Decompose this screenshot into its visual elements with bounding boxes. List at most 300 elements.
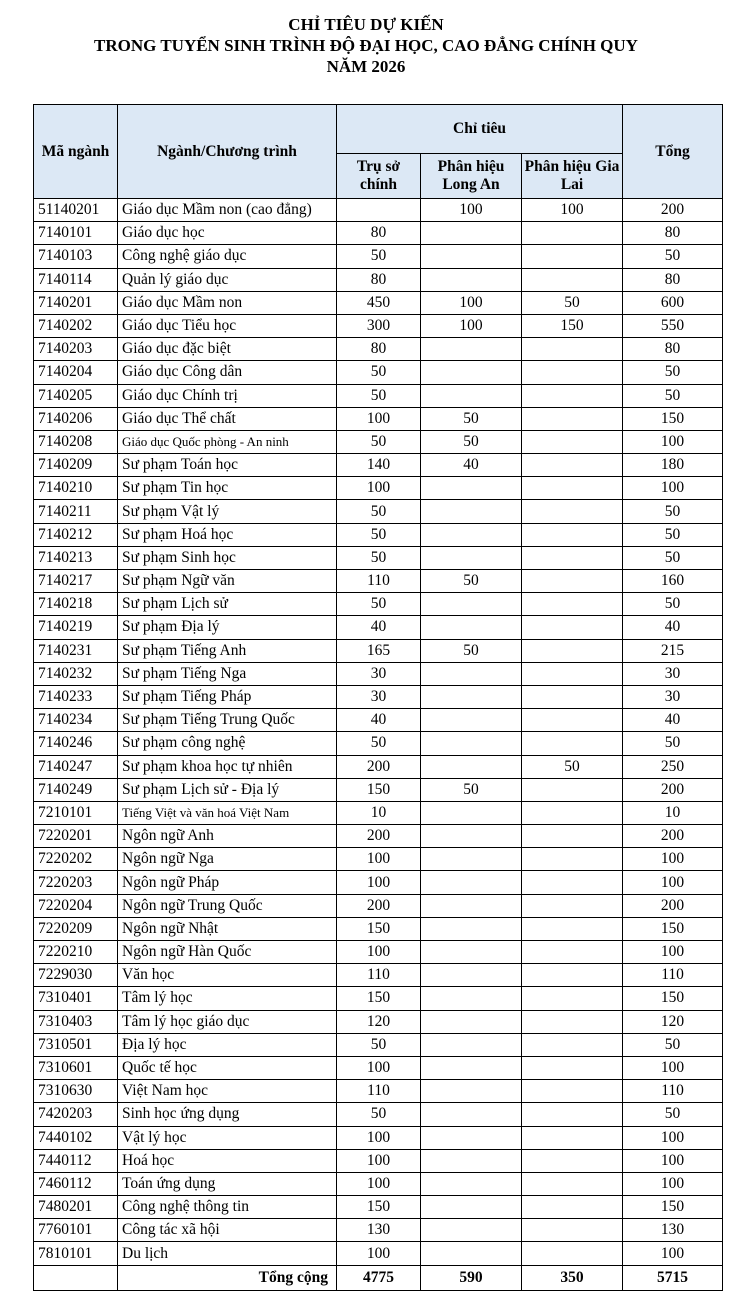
quota-gia-lai — [522, 361, 623, 384]
program-name: Sư phạm Sinh học — [118, 546, 337, 569]
table-row — [34, 871, 723, 894]
quota-long-an: 50 — [421, 778, 522, 801]
quota-main-campus: 50 — [337, 1103, 421, 1126]
quota-gia-lai — [522, 941, 623, 964]
quota-long-an — [421, 500, 522, 523]
quota-long-an — [421, 477, 522, 500]
program-code: 7140206 — [34, 407, 118, 430]
table-row — [34, 1126, 723, 1149]
quota-long-an — [421, 732, 522, 755]
table-row — [34, 407, 723, 430]
program-code: 7140213 — [34, 546, 118, 569]
program-name: Sinh học ứng dụng — [118, 1103, 337, 1126]
quota-total: 150 — [623, 407, 723, 430]
table-row — [34, 500, 723, 523]
document-title — [0, 14, 732, 77]
quota-total: 80 — [623, 268, 723, 291]
program-code: 7140231 — [34, 639, 118, 662]
quota-gia-lai — [522, 407, 623, 430]
program-name: Công nghệ thông tin — [118, 1196, 337, 1219]
table-row — [34, 291, 723, 314]
program-code: 7140208 — [34, 430, 118, 453]
quota-long-an: 100 — [421, 314, 522, 337]
quota-total: 50 — [623, 1033, 723, 1056]
table-row — [34, 1219, 723, 1242]
program-name: Giáo dục Công dân — [118, 361, 337, 384]
program-name: Du lịch — [118, 1242, 337, 1265]
program-name: Vật lý học — [118, 1126, 337, 1149]
quota-gia-lai — [522, 1033, 623, 1056]
quota-main-campus: 50 — [337, 245, 421, 268]
table-row — [34, 570, 723, 593]
table-row — [34, 546, 723, 569]
quota-gia-lai — [522, 430, 623, 453]
quota-main-campus: 50 — [337, 523, 421, 546]
quota-long-an — [421, 801, 522, 824]
quota-main-campus: 50 — [337, 500, 421, 523]
table-body — [34, 199, 723, 1266]
quota-long-an — [421, 1010, 522, 1033]
program-name: Sư phạm Toán học — [118, 454, 337, 477]
quota-long-an: 40 — [421, 454, 522, 477]
program-code: 7220204 — [34, 894, 118, 917]
program-code: 7760101 — [34, 1219, 118, 1242]
table-row — [34, 755, 723, 778]
program-code: 7420203 — [34, 1103, 118, 1126]
quota-gia-lai — [522, 546, 623, 569]
quota-long-an — [421, 1172, 522, 1195]
quota-gia-lai — [522, 1196, 623, 1219]
quota-long-an — [421, 616, 522, 639]
program-code: 7310601 — [34, 1056, 118, 1079]
quota-gia-lai — [522, 616, 623, 639]
quota-gia-lai — [522, 685, 623, 708]
program-code: 7140203 — [34, 338, 118, 361]
quota-main-campus: 165 — [337, 639, 421, 662]
quota-main-campus: 40 — [337, 709, 421, 732]
program-name: Ngôn ngữ Trung Quốc — [118, 894, 337, 917]
quota-main-campus: 450 — [337, 291, 421, 314]
quota-gia-lai — [522, 477, 623, 500]
quota-long-an — [421, 593, 522, 616]
quota-total: 100 — [623, 430, 723, 453]
grand-total-long-an: 590 — [421, 1265, 522, 1290]
header-quota: Chỉ tiêu — [337, 105, 623, 154]
quota-long-an: 50 — [421, 639, 522, 662]
quota-total: 150 — [623, 917, 723, 940]
table-row — [34, 987, 723, 1010]
table-row — [34, 801, 723, 824]
quota-main-campus: 300 — [337, 314, 421, 337]
program-name: Ngôn ngữ Anh — [118, 825, 337, 848]
quota-long-an — [421, 361, 522, 384]
program-name: Sư phạm Tiếng Trung Quốc — [118, 709, 337, 732]
quota-total: 50 — [623, 593, 723, 616]
table-header — [34, 105, 723, 199]
quota-long-an — [421, 1056, 522, 1079]
quota-total: 150 — [623, 987, 723, 1010]
table-row — [34, 1056, 723, 1079]
quota-main-campus: 140 — [337, 454, 421, 477]
quota-total: 100 — [623, 1056, 723, 1079]
quota-long-an: 50 — [421, 570, 522, 593]
quota-gia-lai — [522, 987, 623, 1010]
quota-gia-lai — [522, 917, 623, 940]
quota-main-campus: 50 — [337, 430, 421, 453]
header-main-campus: Trụ sở chính — [337, 154, 421, 199]
quota-total: 50 — [623, 500, 723, 523]
quota-main-campus: 100 — [337, 871, 421, 894]
quota-total: 110 — [623, 1080, 723, 1103]
program-name: Sư phạm Tiếng Pháp — [118, 685, 337, 708]
program-name: Hoá học — [118, 1149, 337, 1172]
program-code: 7140204 — [34, 361, 118, 384]
program-name: Giáo dục Mầm non — [118, 291, 337, 314]
program-code: 7140232 — [34, 662, 118, 685]
table-row — [34, 593, 723, 616]
quota-long-an — [421, 1196, 522, 1219]
program-name: Giáo dục Tiểu học — [118, 314, 337, 337]
program-name: Sư phạm Hoá học — [118, 523, 337, 546]
table-row — [34, 662, 723, 685]
quota-gia-lai — [522, 384, 623, 407]
program-code: 7310630 — [34, 1080, 118, 1103]
quota-gia-lai — [522, 964, 623, 987]
quota-total: 40 — [623, 616, 723, 639]
quota-total: 120 — [623, 1010, 723, 1033]
quota-gia-lai — [522, 1080, 623, 1103]
program-name: Công nghệ giáo dục — [118, 245, 337, 268]
quota-main-campus: 50 — [337, 546, 421, 569]
table-row — [34, 639, 723, 662]
quota-gia-lai — [522, 268, 623, 291]
header-program: Ngành/Chương trình — [118, 105, 337, 199]
quota-gia-lai — [522, 709, 623, 732]
quota-gia-lai — [522, 639, 623, 662]
program-code: 7140218 — [34, 593, 118, 616]
table-row — [34, 709, 723, 732]
program-code: 7440102 — [34, 1126, 118, 1149]
quota-main-campus: 50 — [337, 361, 421, 384]
quota-long-an — [421, 987, 522, 1010]
quota-gia-lai — [522, 1010, 623, 1033]
quota-long-an — [421, 245, 522, 268]
quota-total: 180 — [623, 454, 723, 477]
quota-gia-lai — [522, 454, 623, 477]
table-row — [34, 430, 723, 453]
quota-gia-lai — [522, 593, 623, 616]
table-row — [34, 894, 723, 917]
program-name: Quốc tế học — [118, 1056, 337, 1079]
quota-total: 100 — [623, 848, 723, 871]
quota-main-campus: 100 — [337, 477, 421, 500]
table-row — [34, 454, 723, 477]
quota-long-an — [421, 1242, 522, 1265]
quota-total: 30 — [623, 662, 723, 685]
quota-total: 50 — [623, 1103, 723, 1126]
quota-total: 100 — [623, 1242, 723, 1265]
quota-main-campus: 150 — [337, 917, 421, 940]
program-name: Giáo dục Thể chất — [118, 407, 337, 430]
program-name: Sư phạm Địa lý — [118, 616, 337, 639]
program-code: 7220203 — [34, 871, 118, 894]
program-code: 7210101 — [34, 801, 118, 824]
quota-gia-lai: 150 — [522, 314, 623, 337]
program-code: 7310403 — [34, 1010, 118, 1033]
quota-long-an — [421, 709, 522, 732]
header-code: Mã ngành — [34, 105, 118, 199]
quota-total: 150 — [623, 1196, 723, 1219]
quota-long-an — [421, 222, 522, 245]
quota-main-campus: 10 — [337, 801, 421, 824]
program-name: Giáo dục học — [118, 222, 337, 245]
program-code: 7310401 — [34, 987, 118, 1010]
program-name: Ngôn ngữ Nhật — [118, 917, 337, 940]
grand-total-sum: 5715 — [623, 1265, 723, 1290]
program-code: 7140202 — [34, 314, 118, 337]
program-name: Sư phạm Tiếng Nga — [118, 662, 337, 685]
header-gia-lai-branch: Phân hiệu Gia Lai — [522, 154, 623, 199]
quota-gia-lai: 100 — [522, 199, 623, 222]
program-code: 7229030 — [34, 964, 118, 987]
quota-gia-lai — [522, 1242, 623, 1265]
quota-long-an — [421, 964, 522, 987]
quota-gia-lai — [522, 801, 623, 824]
program-name: Tiếng Việt và văn hoá Việt Nam — [118, 801, 337, 824]
table-row — [34, 848, 723, 871]
quota-total: 80 — [623, 338, 723, 361]
table-row — [34, 964, 723, 987]
program-code: 7220209 — [34, 917, 118, 940]
table-row — [34, 1103, 723, 1126]
quota-long-an — [421, 825, 522, 848]
table-row — [34, 199, 723, 222]
grand-total-main: 4775 — [337, 1265, 421, 1290]
quota-gia-lai — [522, 825, 623, 848]
quota-main-campus: 100 — [337, 1242, 421, 1265]
quota-long-an — [421, 755, 522, 778]
quota-total: 50 — [623, 245, 723, 268]
program-name: Ngôn ngữ Nga — [118, 848, 337, 871]
program-code: 7140233 — [34, 685, 118, 708]
table-row — [34, 1149, 723, 1172]
header-total: Tổng — [623, 105, 723, 199]
program-name: Tâm lý học — [118, 987, 337, 1010]
quota-main-campus: 30 — [337, 685, 421, 708]
quota-long-an — [421, 1103, 522, 1126]
program-code: 7140209 — [34, 454, 118, 477]
quota-gia-lai — [522, 1126, 623, 1149]
quota-main-campus: 30 — [337, 662, 421, 685]
table-row — [34, 222, 723, 245]
quota-total: 100 — [623, 871, 723, 894]
quota-long-an — [421, 1080, 522, 1103]
program-code: 7810101 — [34, 1242, 118, 1265]
program-code: 7140211 — [34, 500, 118, 523]
header-long-an-branch: Phân hiệu Long An — [421, 154, 522, 199]
quota-total: 215 — [623, 639, 723, 662]
quota-gia-lai — [522, 1056, 623, 1079]
quota-main-campus: 40 — [337, 616, 421, 639]
quota-main-campus: 100 — [337, 407, 421, 430]
quota-total: 160 — [623, 570, 723, 593]
quota-main-campus: 200 — [337, 755, 421, 778]
program-name: Giáo dục đặc biệt — [118, 338, 337, 361]
quota-long-an — [421, 384, 522, 407]
table-row — [34, 1172, 723, 1195]
quota-gia-lai — [522, 338, 623, 361]
program-code: 7220210 — [34, 941, 118, 964]
table-row — [34, 361, 723, 384]
quota-gia-lai — [522, 848, 623, 871]
quota-main-campus: 50 — [337, 593, 421, 616]
quota-total: 100 — [623, 1149, 723, 1172]
table-row — [34, 825, 723, 848]
table-row — [34, 523, 723, 546]
title-line-2: TRONG TUYỂN SINH TRÌNH ĐỘ ĐẠI HỌC, CAO ĐẲNG CHÍNH QUY — [94, 36, 638, 55]
quota-gia-lai: 50 — [522, 755, 623, 778]
program-name: Công tác xã hội — [118, 1219, 337, 1242]
quota-gia-lai — [522, 662, 623, 685]
quota-gia-lai — [522, 500, 623, 523]
quota-main-campus: 100 — [337, 941, 421, 964]
quota-total: 80 — [623, 222, 723, 245]
quota-gia-lai — [522, 778, 623, 801]
quota-gia-lai — [522, 732, 623, 755]
quota-total: 200 — [623, 894, 723, 917]
quota-total: 30 — [623, 685, 723, 708]
quota-total: 50 — [623, 732, 723, 755]
title-line-3: NĂM 2026 — [326, 57, 406, 76]
quota-main-campus — [337, 199, 421, 222]
program-name: Sư phạm khoa học tự nhiên — [118, 755, 337, 778]
program-code: 7140249 — [34, 778, 118, 801]
program-name: Sư phạm Tin học — [118, 477, 337, 500]
program-code: 7140210 — [34, 477, 118, 500]
quota-main-campus: 50 — [337, 384, 421, 407]
quota-total: 100 — [623, 941, 723, 964]
quota-total: 200 — [623, 778, 723, 801]
program-code: 7140217 — [34, 570, 118, 593]
table-row — [34, 338, 723, 361]
grand-total-code-cell — [34, 1265, 118, 1290]
program-name: Quản lý giáo dục — [118, 268, 337, 291]
quota-long-an — [421, 523, 522, 546]
table-row — [34, 245, 723, 268]
quota-total: 200 — [623, 825, 723, 848]
quota-gia-lai — [522, 1172, 623, 1195]
quota-long-an — [421, 662, 522, 685]
program-code: 51140201 — [34, 199, 118, 222]
program-code: 7140247 — [34, 755, 118, 778]
quota-total: 110 — [623, 964, 723, 987]
program-code: 7140234 — [34, 709, 118, 732]
quota-total: 50 — [623, 361, 723, 384]
quota-long-an: 50 — [421, 407, 522, 430]
quota-long-an — [421, 1219, 522, 1242]
quota-main-campus: 100 — [337, 1126, 421, 1149]
quota-main-campus: 150 — [337, 1196, 421, 1219]
program-code: 7220202 — [34, 848, 118, 871]
program-name: Địa lý học — [118, 1033, 337, 1056]
quota-long-an — [421, 917, 522, 940]
quota-total: 10 — [623, 801, 723, 824]
table-row — [34, 477, 723, 500]
quota-long-an: 100 — [421, 291, 522, 314]
table-row — [34, 384, 723, 407]
quota-total: 50 — [623, 523, 723, 546]
quota-long-an — [421, 1149, 522, 1172]
quota-long-an — [421, 268, 522, 291]
quota-total: 100 — [623, 1126, 723, 1149]
program-name: Tâm lý học giáo dục — [118, 1010, 337, 1033]
quota-main-campus: 120 — [337, 1010, 421, 1033]
quota-total: 600 — [623, 291, 723, 314]
quota-main-campus: 50 — [337, 732, 421, 755]
quota-gia-lai — [522, 245, 623, 268]
quota-gia-lai — [522, 871, 623, 894]
quota-long-an — [421, 894, 522, 917]
quota-long-an — [421, 1033, 522, 1056]
table-row — [34, 1010, 723, 1033]
table-row — [34, 616, 723, 639]
table-row — [34, 314, 723, 337]
program-name: Giáo dục Quốc phòng - An ninh — [118, 430, 337, 453]
program-name: Toán ứng dụng — [118, 1172, 337, 1195]
quota-main-campus: 150 — [337, 987, 421, 1010]
quota-main-campus: 150 — [337, 778, 421, 801]
quota-total: 100 — [623, 477, 723, 500]
program-name: Sư phạm công nghệ — [118, 732, 337, 755]
quota-long-an: 50 — [421, 430, 522, 453]
quota-total: 250 — [623, 755, 723, 778]
quota-main-campus: 80 — [337, 338, 421, 361]
quota-main-campus: 110 — [337, 570, 421, 593]
quota-gia-lai — [522, 894, 623, 917]
quota-total: 130 — [623, 1219, 723, 1242]
quota-total: 200 — [623, 199, 723, 222]
quota-gia-lai — [522, 222, 623, 245]
quota-main-campus: 200 — [337, 825, 421, 848]
program-code: 7440112 — [34, 1149, 118, 1172]
quota-gia-lai — [522, 1149, 623, 1172]
table-row — [34, 917, 723, 940]
program-name: Việt Nam học — [118, 1080, 337, 1103]
program-code: 7140219 — [34, 616, 118, 639]
quota-main-campus: 110 — [337, 1080, 421, 1103]
table-row — [34, 268, 723, 291]
quota-table — [33, 104, 723, 1291]
table-row — [34, 732, 723, 755]
table-row — [34, 1080, 723, 1103]
quota-gia-lai — [522, 523, 623, 546]
program-code: 7140205 — [34, 384, 118, 407]
grand-total-label: Tổng cộng — [118, 1265, 337, 1290]
quota-main-campus: 110 — [337, 964, 421, 987]
table-row — [34, 778, 723, 801]
program-name: Sư phạm Lịch sử - Địa lý — [118, 778, 337, 801]
program-name: Ngôn ngữ Pháp — [118, 871, 337, 894]
program-code: 7310501 — [34, 1033, 118, 1056]
quota-long-an — [421, 685, 522, 708]
quota-total: 50 — [623, 546, 723, 569]
quota-main-campus: 80 — [337, 222, 421, 245]
program-code: 7140114 — [34, 268, 118, 291]
table-row — [34, 1242, 723, 1265]
quota-gia-lai — [522, 1103, 623, 1126]
table-row — [34, 1196, 723, 1219]
quota-total: 550 — [623, 314, 723, 337]
